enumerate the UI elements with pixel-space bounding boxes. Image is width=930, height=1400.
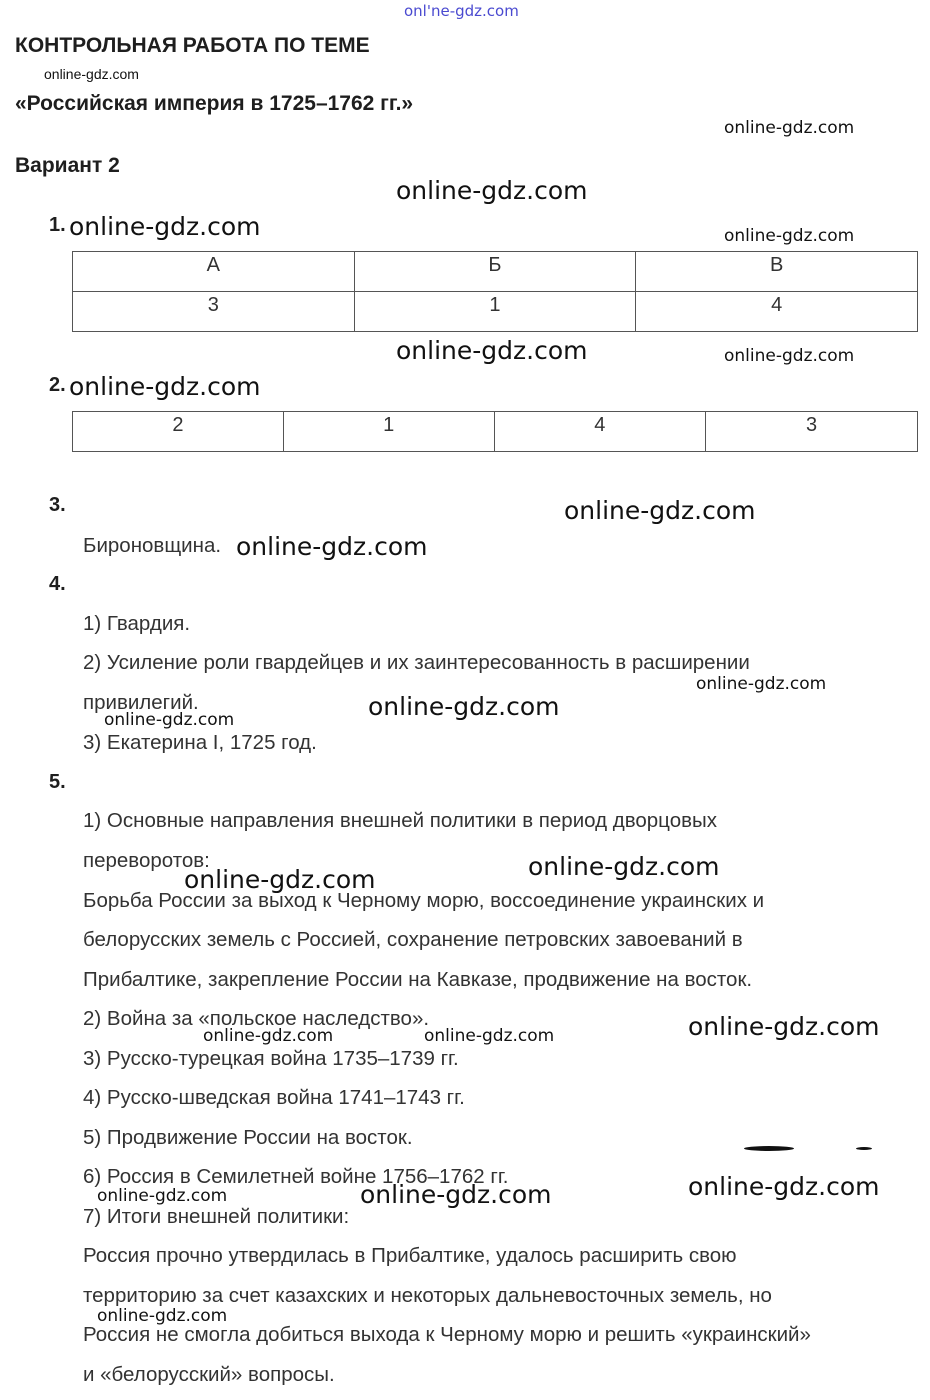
table-cell: 2 (73, 412, 284, 452)
watermark: online-gdz.com (69, 372, 261, 401)
watermark: online-gdz.com (724, 118, 855, 138)
watermark: online-gdz.com (368, 692, 560, 721)
task-5-line: и «белорусский» вопросы. (83, 1363, 335, 1386)
task-5-line: 4) Русско-шведская война 1741–1743 гг. (83, 1086, 465, 1109)
watermark: online-gdz.com (69, 212, 261, 241)
watermark: online-gdz.com (696, 674, 827, 694)
watermark: online-gdz.com (184, 865, 376, 894)
table-cell: 4 (494, 412, 706, 452)
table-header-cell: Б (354, 252, 636, 292)
task-4-line: 3) Екатерина I, 1725 год. (83, 731, 317, 754)
ink-smudge (744, 1146, 794, 1151)
task-5-number: 5. (49, 771, 66, 793)
task-5-line: 2) Война за «польское наследство». (83, 1007, 430, 1030)
task-5-line: 1) Основные направления внешней политики в период дворцовых (83, 809, 717, 832)
watermark: online-gdz.com (396, 336, 588, 365)
watermark: online-gdz.com (396, 176, 588, 205)
task-5-line: белорусских земель с Россией, сохранение петровских завоеваний в (83, 928, 743, 951)
task-5-line: Россия прочно утвердилась в Прибалтике, удалось расширить свою (83, 1244, 737, 1267)
watermark: online-gdz.com (97, 1306, 228, 1326)
table-cell: 4 (636, 292, 918, 332)
table-header-cell: В (636, 252, 918, 292)
task-5-line: 6) Россия в Семилетней войне 1756–1762 гг. (83, 1165, 509, 1188)
task-5-line: переворотов: (83, 849, 210, 872)
task-1-number: 1. (49, 214, 66, 236)
task-5-line: Россия не смогла добиться выхода к Черному морю и решить «украинский» (83, 1323, 811, 1346)
watermark: online-gdz.com (528, 852, 720, 881)
task-5-line: 3) Русско-турецкая война 1735–1739 гг. (83, 1047, 459, 1070)
watermark: online-gdz.com (688, 1172, 880, 1201)
page-title: КОНТРОЛЬНАЯ РАБОТА ПО ТЕМЕ (15, 34, 370, 57)
task-4-line: привилегий. (83, 691, 199, 714)
task-5-line: территорию за счет казахских и некоторых дальневосточных земель, но (83, 1284, 772, 1307)
page-subtitle: «Российская империя в 1725–1762 гг.» (15, 92, 414, 115)
watermark: online-gdz.com (104, 710, 235, 730)
table-cell: 3 (706, 412, 918, 452)
table-cell: 1 (354, 292, 636, 332)
table-header-cell: А (73, 252, 355, 292)
table-row (73, 292, 918, 332)
task-5-line: Борьба России за выход к Черному морю, воссоединение украинских и (83, 889, 765, 912)
task-5-line: Прибалтике, закрепление России на Кавказе, продвижение на восток. (83, 968, 753, 991)
watermark: online-gdz.com (360, 1180, 552, 1209)
variant-label: Вариант 2 (15, 154, 120, 177)
watermark: online-gdz.com (688, 1012, 880, 1041)
watermark: online-gdz.com (424, 1026, 555, 1046)
task-1-table (72, 251, 918, 332)
task-3-answer: Бироновщина. (83, 534, 222, 557)
watermark: online-gdz.com (44, 66, 139, 82)
table-cell: 3 (73, 292, 355, 332)
ink-smudge (856, 1147, 872, 1150)
task-5-line: 7) Итоги внешней политики: (83, 1205, 350, 1228)
task-4-line: 1) Гвардия. (83, 612, 191, 635)
task-3-number: 3. (49, 494, 66, 516)
watermark: online-gdz.com (236, 532, 428, 561)
watermark-top: onl'ne-gdz.com (404, 2, 519, 20)
watermark: online-gdz.com (97, 1186, 228, 1206)
watermark: online-gdz.com (564, 496, 756, 525)
watermark: online-gdz.com (724, 346, 855, 366)
task-4-number: 4. (49, 573, 66, 595)
table-cell: 1 (283, 412, 494, 452)
table-row (73, 252, 918, 292)
task-2-table (72, 411, 918, 452)
task-2-number: 2. (49, 374, 66, 396)
table-row (73, 412, 918, 452)
watermark: online-gdz.com (724, 226, 855, 246)
watermark: online-gdz.com (203, 1026, 334, 1046)
task-5-line: 5) Продвижение России на восток. (83, 1126, 413, 1149)
task-4-line: 2) Усиление роли гвардейцев и их заинтересованность в расширении (83, 651, 750, 674)
